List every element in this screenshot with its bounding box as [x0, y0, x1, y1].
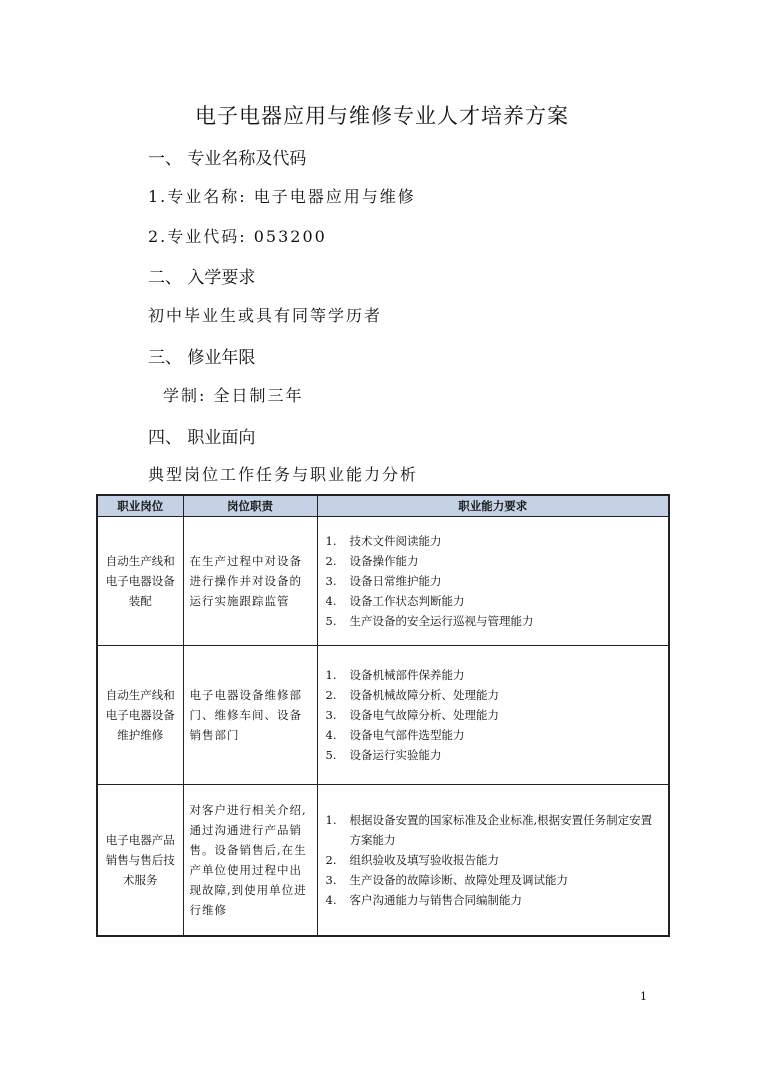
- section1-heading: 一、 专业名称及代码: [148, 149, 307, 169]
- duration-text: 学制: 全日制三年: [163, 386, 304, 405]
- header-abilities: 职业能力要求: [317, 495, 669, 517]
- header-post: 职业岗位: [97, 495, 183, 517]
- list-item: 3. 设备日常维护能力: [325, 574, 442, 588]
- table-row: [97, 785, 669, 937]
- header-duty: 岗位职责: [183, 495, 317, 517]
- major-name-line: 1.专业名称: 电子电器应用与维修: [148, 187, 416, 206]
- duty-cell: 电子电器设备维修部门、维修车间、设备销售部门: [183, 646, 317, 785]
- abilities-cell: [317, 517, 669, 646]
- table-header-row: [97, 495, 669, 517]
- duty-cell: 在生产过程中对设备进行操作并对设备的运行实施跟踪监管: [183, 517, 317, 646]
- section4-heading: 四、 职业面向: [148, 428, 256, 448]
- list-item: 1. 技术文件阅读能力: [325, 534, 442, 548]
- document-title: 电子电器应用与维修专业人才培养方案: [195, 104, 569, 128]
- section2-heading: 二、 入学要求: [148, 268, 256, 288]
- page-number: 1: [640, 990, 647, 1003]
- list-item: 3. 设备电气故障分析、处理能力: [325, 708, 499, 722]
- ability-list: [326, 531, 661, 631]
- post-cell: 自动生产线和电子电器设备维护维修: [97, 646, 183, 785]
- list-item: 4. 设备电气部件选型能力: [325, 728, 465, 742]
- duty-cell: 对客户进行相关介绍,通过沟通进行产品销售。设备销售后,在生产单位使用过程中出现故障,到使用单位进行维修: [183, 785, 317, 937]
- admission-text: 初中毕业生或具有同等学历者: [148, 306, 383, 325]
- list-item: 2. 设备操作能力: [325, 554, 419, 568]
- major-code-line: 2.专业代码: 053200: [148, 227, 327, 246]
- table-row: [97, 646, 669, 785]
- list-item: 3. 生产设备的故障诊断、故障处理及调试能力: [325, 873, 568, 887]
- list-item: 4. 设备工作状态判断能力: [325, 594, 465, 608]
- abilities-cell: [317, 646, 669, 785]
- section3-heading: 三、 修业年限: [148, 348, 256, 368]
- list-item: 2. 设备机械故障分析、处理能力: [325, 688, 499, 702]
- job-analysis-table: [96, 494, 670, 937]
- list-item: 1. 根据设备安置的国家标准及企业标准,根据安置任务制定安置方案能力: [325, 813, 653, 847]
- list-item: 5. 设备运行实验能力: [325, 748, 442, 762]
- ability-list: [326, 665, 661, 765]
- post-cell: 电子电器产品销售与售后技术服务: [97, 785, 183, 937]
- ability-list: [326, 810, 661, 910]
- table-row: [97, 517, 669, 646]
- abilities-cell: [317, 785, 669, 937]
- list-item: 5. 生产设备的安全运行巡视与管理能力: [325, 614, 534, 628]
- list-item: 4. 客户沟通能力与销售合同编制能力: [325, 893, 522, 907]
- list-item: 1. 设备机械部件保养能力: [325, 668, 465, 682]
- list-item: 2. 组织验收及填写验收报告能力: [325, 853, 499, 867]
- post-cell: 自动生产线和电子电器设备装配: [97, 517, 183, 646]
- table-subtitle: 典型岗位工作任务与职业能力分析: [148, 465, 419, 484]
